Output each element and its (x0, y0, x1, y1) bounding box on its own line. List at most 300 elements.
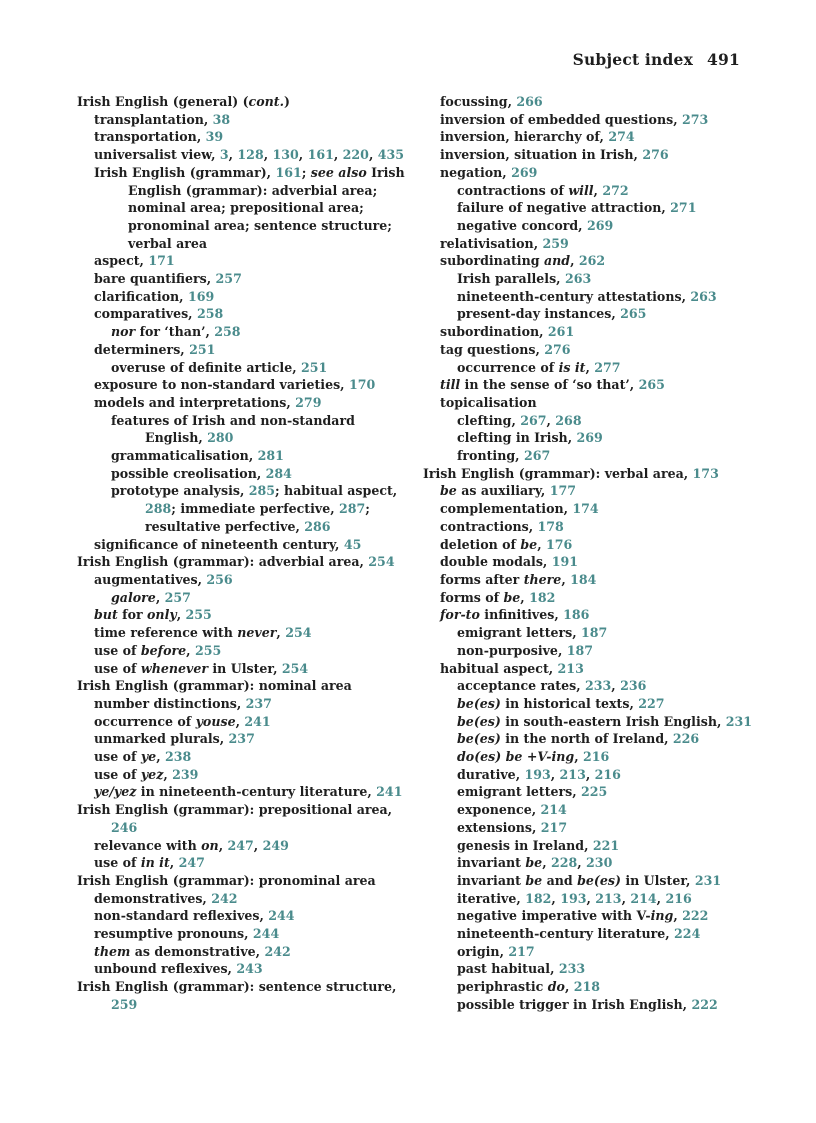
page-reference: 286 (304, 518, 331, 534)
page-reference: 243 (236, 961, 263, 977)
entry-text: , (586, 890, 596, 906)
index-entry (77, 925, 407, 943)
entry-text: in south-eastern Irish English, (500, 713, 726, 729)
entry-text: inversion, situation in Irish, (440, 147, 643, 163)
index-entry (423, 748, 753, 766)
index-entry (423, 359, 753, 377)
page-reference: 242 (211, 890, 238, 906)
page-reference: 241 (376, 784, 403, 800)
page-reference: 216 (594, 766, 621, 782)
index-entry (423, 111, 753, 129)
page-reference: 217 (540, 819, 568, 835)
index-entry (423, 624, 753, 642)
entry-text: non-standard reflexives, (94, 908, 269, 924)
entry-text: invariant (457, 872, 526, 888)
entry-text: Irish English (grammar), (94, 164, 276, 180)
italic-term: be (503, 589, 521, 605)
index-entry (77, 748, 407, 766)
italic-term: before (140, 642, 187, 658)
page-reference: 193 (524, 766, 551, 782)
italic-term: be(es) (577, 872, 621, 888)
italic-term: in it (140, 855, 170, 871)
page-reference: 258 (196, 306, 224, 322)
index-entry (423, 518, 753, 536)
page-reference: 261 (547, 324, 575, 340)
italic-term: and (543, 253, 571, 269)
index-entry (423, 713, 753, 731)
index-entry (77, 960, 407, 978)
index-entry (423, 164, 753, 182)
entry-text: and (542, 872, 578, 888)
page-reference: 231 (694, 872, 722, 888)
entry-text: forms of (440, 589, 504, 605)
entry-text: use of (94, 855, 141, 871)
page-reference: 177 (549, 483, 576, 499)
entry-text: use of (94, 660, 141, 676)
index-entry (423, 429, 753, 447)
page-reference: 170 (348, 377, 376, 393)
entry-text: habitual aspect, (440, 660, 558, 676)
entry-text: , (253, 837, 263, 853)
index-entry (423, 252, 753, 270)
index-entry (423, 288, 753, 306)
entry-text: subordination, (440, 324, 548, 340)
entry-text: Irish English (grammar): pronominal area (77, 872, 376, 888)
entry-text: clefting, (457, 412, 521, 428)
entry-text: unbound reflexives, (94, 961, 237, 977)
italic-term: only (147, 607, 177, 623)
italic-term: be (520, 536, 538, 552)
entry-text: iterative, (457, 890, 526, 906)
entry-text: bare quantifiers, (94, 271, 216, 287)
entry-text: Irish English (grammar): verbal area, (423, 465, 693, 481)
page-reference: 265 (620, 306, 647, 322)
entry-text: , (577, 855, 587, 871)
entry-text: invariant (457, 855, 526, 871)
index-entry (77, 606, 407, 624)
entry-text: possible creolisation, (111, 465, 266, 481)
entry-text: for ‘than’, (135, 324, 215, 340)
index-entry (423, 642, 753, 660)
entry-text: , (520, 589, 530, 605)
italic-term: nor (111, 324, 136, 340)
entry-text: , (156, 749, 165, 765)
entry-text: , (561, 571, 571, 587)
page-reference: 285 (248, 483, 276, 499)
entry-text: aspect, (94, 253, 149, 269)
page-reference: 182 (529, 589, 556, 605)
index-entry (423, 128, 753, 146)
entry-text: negation, (440, 164, 512, 180)
entry-text: in Ulster, (208, 660, 282, 676)
entry-text: past habitual, (457, 961, 559, 977)
page-reference: 259 (542, 235, 569, 251)
entry-text: , (218, 837, 228, 853)
italic-term: see also (310, 164, 367, 180)
page-reference: 281 (257, 448, 284, 464)
entry-text: present-day instances, (457, 306, 621, 322)
entry-text: , (263, 147, 273, 163)
index-entry (77, 624, 407, 642)
index-entry (423, 589, 753, 607)
italic-term: yez (140, 766, 164, 782)
page-reference: 230 (586, 855, 613, 871)
page-reference: 254 (368, 554, 395, 570)
page-reference: 226 (672, 731, 700, 747)
page-number: 491 (707, 50, 740, 69)
index-entry (77, 164, 407, 253)
page-reference: 228 (550, 855, 578, 871)
entry-text: use of (94, 766, 141, 782)
entry-text: , (276, 625, 286, 641)
page-reference: 267 (523, 448, 551, 464)
index-entry (77, 713, 407, 731)
index-entry (77, 111, 407, 129)
index-entry (77, 465, 407, 483)
entry-text: genesis in Ireland, (457, 837, 593, 853)
page-reference: 213 (595, 890, 622, 906)
index-entry (423, 376, 753, 394)
entry-text: , (228, 147, 238, 163)
page-reference: 227 (638, 695, 665, 711)
entry-text: unmarked plurals, (94, 731, 229, 747)
page-reference: 239 (172, 766, 199, 782)
page-reference: 216 (665, 890, 692, 906)
index-entry (423, 960, 753, 978)
page-reference: 161 (307, 147, 334, 163)
entry-text: , (656, 890, 666, 906)
index-entry (423, 394, 753, 412)
entry-text: resumptive pronouns, (94, 926, 253, 942)
entry-text: in Ulster, (620, 872, 695, 888)
entry-text: Irish English (grammar): nominal area (77, 678, 352, 694)
index-entry (423, 695, 753, 713)
page-reference: 221 (592, 837, 620, 853)
entry-text: , (550, 766, 560, 782)
index-entry (77, 837, 407, 855)
index-entry (423, 182, 753, 200)
entry-text: emigrant letters, (457, 784, 582, 800)
page-reference: 277 (594, 359, 621, 375)
entry-text: durative, (457, 766, 525, 782)
entry-text: , (368, 147, 378, 163)
page-reference: 174 (572, 501, 599, 517)
entry-text: comparatives, (94, 306, 197, 322)
index-entry (423, 146, 753, 164)
index-entry (77, 589, 407, 607)
page-reference: 249 (262, 837, 289, 853)
page-reference: 186 (563, 607, 590, 623)
index-entry (77, 783, 407, 801)
index-entry (77, 270, 407, 288)
page-reference: 171 (148, 253, 175, 269)
entry-text: exponence, (457, 802, 541, 818)
entry-text: Irish English (grammar): adverbial area, (77, 554, 369, 570)
entry-text: origin, (457, 943, 509, 959)
page-reference: 280 (207, 430, 234, 446)
italic-term: them (94, 943, 131, 959)
index-entry (77, 801, 407, 836)
page-reference: 184 (570, 571, 597, 587)
page-reference: 279 (295, 394, 322, 410)
page-reference: 435 (377, 147, 405, 163)
index-entry (77, 907, 407, 925)
index-entry (77, 872, 407, 890)
index-entry (423, 323, 753, 341)
entry-text: failure of negative attraction, (457, 200, 671, 216)
entry-text: , (564, 979, 574, 995)
entry-text: forms after (440, 571, 524, 587)
page-reference: 238 (164, 749, 192, 765)
index-entry (423, 996, 753, 1014)
page-reference: 247 (227, 837, 254, 853)
page-reference: 241 (244, 713, 271, 729)
entry-text: inversion of embedded questions, (440, 111, 682, 127)
index-entry (423, 465, 753, 483)
entry-text: transportation, (94, 129, 206, 145)
index-entry (77, 252, 407, 270)
entry-text: models and interpretations, (94, 394, 296, 410)
page-reference: 244 (252, 926, 280, 942)
index-entry (423, 235, 753, 253)
italic-term: there (523, 571, 562, 587)
entry-text: , (542, 855, 551, 871)
index-entry (423, 819, 753, 837)
page-reference: 222 (691, 996, 718, 1012)
index-entry (423, 872, 753, 890)
index-entry (423, 907, 753, 925)
index-entry (423, 978, 753, 996)
page-reference: 276 (544, 341, 571, 357)
index-entry (423, 412, 753, 430)
entry-text: periphrastic (457, 979, 548, 995)
index-entry (77, 323, 407, 341)
entry-text: time reference with (94, 625, 238, 641)
entry-text: prototype analysis, (111, 483, 249, 499)
entry-text: contractions, (440, 518, 538, 534)
entry-text: , (621, 890, 631, 906)
index-entry (423, 890, 753, 908)
entry-text: , (298, 147, 308, 163)
page-reference: 173 (692, 465, 719, 481)
page-reference: 237 (228, 731, 255, 747)
entry-text: overuse of definite article, (111, 359, 301, 375)
index-entry (77, 766, 407, 784)
page-reference: 130 (272, 147, 299, 163)
entry-text: transplantation, (94, 111, 213, 127)
page-reference: 169 (187, 288, 215, 304)
index-entry (423, 199, 753, 217)
running-header (573, 50, 740, 69)
italic-term: will (568, 182, 594, 198)
index-entry (423, 730, 753, 748)
page-reference: 233 (585, 678, 612, 694)
page-reference: 265 (638, 377, 665, 393)
page-reference: 257 (215, 271, 242, 287)
index-entry (77, 695, 407, 713)
page-reference: 254 (281, 660, 309, 676)
italic-term: be(es) (457, 731, 501, 747)
entry-text: in the north of Ireland, (500, 731, 673, 747)
index-entry (77, 943, 407, 961)
entry-text: fronting, (457, 448, 524, 464)
entry-text: occurrence of (94, 713, 196, 729)
entry-text: occurrence of (457, 359, 559, 375)
index-entry (423, 925, 753, 943)
entry-text: infinitives, (479, 607, 564, 623)
entry-text: inversion, hierarchy of, (440, 129, 609, 145)
entry-text: tag questions, (440, 341, 545, 357)
page-reference: 187 (581, 625, 608, 641)
entry-text: possible trigger in Irish English, (457, 996, 692, 1012)
index-entry (423, 677, 753, 695)
index-entry (423, 606, 753, 624)
entry-text: Irish English (grammar): adverbial area; nominal area; prepositional area; pronominal area; sentence structure; verbal area (128, 164, 405, 251)
index-entry (423, 93, 753, 111)
italic-term: ing (650, 908, 674, 924)
page-reference: 213 (559, 766, 586, 782)
entry-text: , (551, 890, 561, 906)
entry-text: topicalisation (440, 394, 537, 410)
index-entry (77, 93, 407, 111)
index-entry (77, 305, 407, 323)
entry-text: significance of nineteenth century, (94, 536, 344, 552)
index-entry (423, 943, 753, 961)
index-entry (77, 412, 407, 447)
page-reference: 3 (219, 147, 229, 163)
entry-text: ; immediate perfective, (171, 501, 339, 517)
entry-text: , (163, 766, 173, 782)
page-reference: 259 (111, 996, 138, 1012)
entry-text: nineteenth-century attestations, (457, 288, 691, 304)
entry-text: negative concord, (457, 217, 587, 233)
entry-text: , (537, 536, 546, 552)
entry-text: double modals, (440, 554, 552, 570)
entry-text: in the sense of ‘so that’, (460, 377, 639, 393)
page-reference: 272 (602, 182, 629, 198)
entry-text: emigrant letters, (457, 625, 582, 641)
entry-text: universalist view, (94, 147, 220, 163)
page-reference: 262 (578, 253, 606, 269)
page-reference: 39 (205, 129, 224, 145)
index-entry (423, 854, 753, 872)
entry-text: number distinctions, (94, 695, 246, 711)
page-reference: 242 (264, 943, 291, 959)
index-column-right (423, 93, 753, 1014)
italic-term: is it (558, 359, 586, 375)
page-reference: 271 (670, 200, 697, 216)
page-reference: 266 (516, 94, 543, 109)
entry-text: , (574, 749, 583, 765)
entry-text: determiners, (94, 341, 190, 357)
index-entry (423, 571, 753, 589)
italic-term: be(es) (457, 713, 501, 729)
italic-term: do(es) be +V-ing (457, 749, 575, 765)
index-entry (77, 341, 407, 359)
page-reference: 247 (178, 855, 205, 871)
italic-term: but (94, 607, 118, 623)
italic-term: be (440, 483, 457, 499)
page-reference: 176 (545, 536, 573, 552)
entry-text: Irish English (grammar): sentence structure, (77, 979, 397, 995)
page-reference: 220 (342, 147, 369, 163)
entry-text: nineteenth-century literature, (457, 926, 675, 942)
index-entry (77, 571, 407, 589)
page-reference: 218 (573, 979, 601, 995)
index-entry (77, 642, 407, 660)
page-reference: 287 (339, 501, 366, 517)
page-reference: 288 (145, 501, 172, 517)
entry-text: augmentatives, (94, 571, 207, 587)
page-reference: 263 (690, 288, 717, 304)
index-entry (77, 128, 407, 146)
page-reference: 187 (566, 642, 594, 658)
entry-text: use of (94, 642, 141, 658)
entry-text: , (333, 147, 343, 163)
entry-text: clarification, (94, 288, 188, 304)
running-header-title: Subject index (572, 50, 694, 69)
entry-text: Irish English (grammar): prepositional area, (77, 802, 393, 818)
entry-text: Irish parallels, (457, 271, 565, 287)
index-entry (423, 660, 753, 678)
entry-text: , (673, 908, 683, 924)
page-reference: 276 (642, 147, 669, 163)
page-reference: 38 (212, 111, 231, 127)
italic-term: on (201, 837, 219, 853)
italic-term: till (440, 377, 461, 393)
page-reference: 161 (275, 164, 302, 180)
entry-text: non-purposive, (457, 642, 567, 658)
index-entry (423, 217, 753, 235)
page-reference: 236 (620, 678, 647, 694)
entry-text: complementation, (440, 501, 573, 517)
entry-text: ; habitual aspect, (275, 483, 398, 499)
entry-text: Irish English (general) ( (77, 94, 249, 109)
entry-text: use of (94, 749, 141, 765)
index-entry (77, 890, 407, 908)
index-entry (423, 837, 753, 855)
index-entry (423, 305, 753, 323)
page-reference: 237 (245, 695, 272, 711)
page-reference: 269 (576, 430, 603, 446)
italic-term: ye (140, 749, 157, 765)
index-entry (423, 801, 753, 819)
index-entry (77, 730, 407, 748)
entry-text: , (593, 182, 603, 198)
index-entry (423, 447, 753, 465)
index-entry (423, 482, 753, 500)
entry-text: as demonstrative, (130, 943, 265, 959)
entry-text: relevance with (94, 837, 202, 853)
entry-text: as auxiliary, (456, 483, 550, 499)
index-entry (423, 783, 753, 801)
page-reference: 269 (511, 164, 538, 180)
index-entry (77, 359, 407, 377)
index-entry (77, 978, 407, 1013)
page-reference: 273 (681, 111, 709, 127)
page-reference: 284 (265, 465, 292, 481)
entry-text: grammaticalisation, (111, 448, 258, 464)
index-entry (423, 270, 753, 288)
entry-text: deletion of (440, 536, 521, 552)
page-reference: 251 (300, 359, 328, 375)
index-entry (423, 553, 753, 571)
entry-text: exposure to non-standard varieties, (94, 377, 349, 393)
entry-text: ; resultative perfective, (145, 501, 370, 534)
entry-text: clefting in Irish, (457, 430, 577, 446)
index-entry (77, 536, 407, 554)
index-entry (423, 341, 753, 359)
